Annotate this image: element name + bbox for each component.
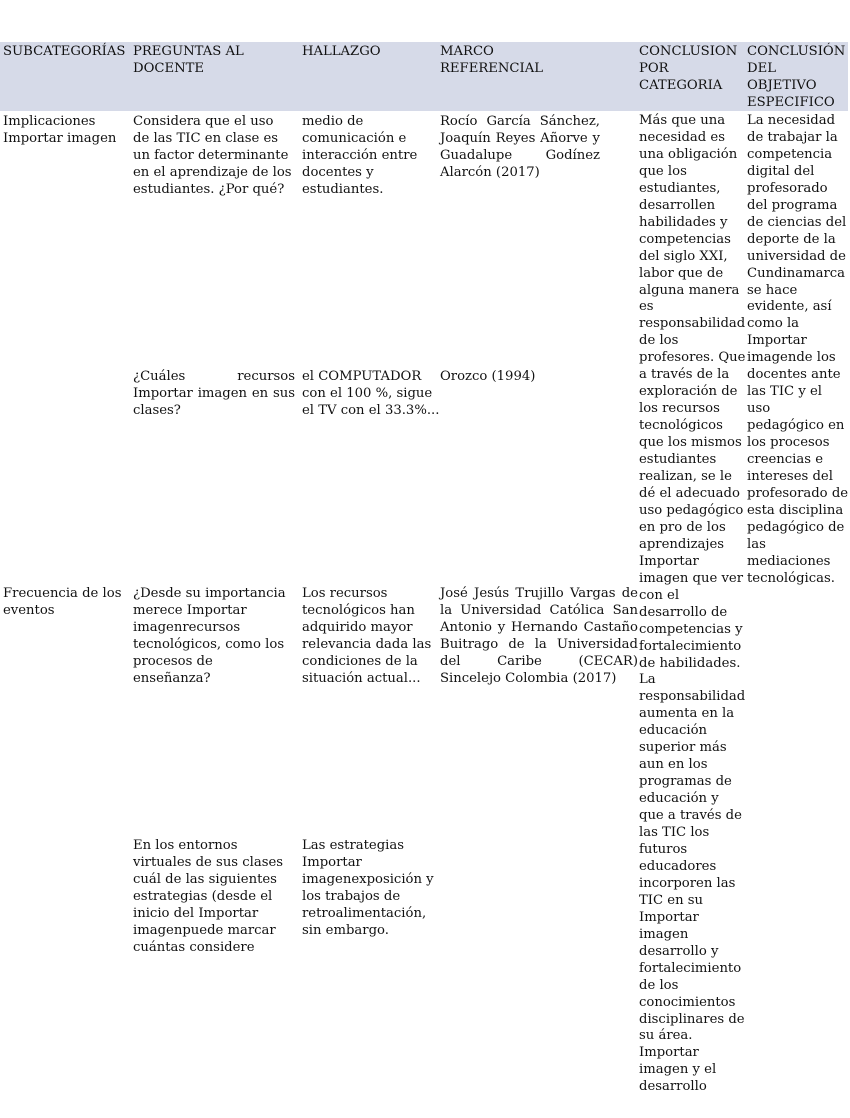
header-marco: MARCO REFERENCIAL — [440, 44, 544, 76]
row3-marco: José Jesús Trujillo Vargas de la Universidad Católica San Antonio y Hernando Castaño Buitrago de la Universidad del Caribe (CECAR) Sincelejo Colombia (2017) — [440, 586, 638, 686]
header-subcategorias: SUBCATEGORÍAS — [3, 44, 126, 59]
header-hallazgo: HALLAZGO — [302, 44, 381, 59]
row3-hallazgo: Los recursos tecnológicos han adquirido mayor relevancia dada las condiciones de la situación actual... — [302, 586, 432, 686]
header-preguntas: PREGUNTAS AL DOCENTE — [133, 44, 244, 76]
row1-hallazgo: medio de comunicación e interacción entre docentes y estudiantes. — [302, 114, 418, 197]
header-conclusion-categoria: CONCLUSION POR CATEGORIA — [639, 44, 738, 93]
row3-pregunta: ¿Desde su importancia merece Importar imagenrecursos tecnológicos, como los procesos de enseñanza? — [133, 586, 286, 686]
row1-subcategoria: Implicaciones Importar imagen — [3, 114, 117, 146]
row4-hallazgo: Las estrategias Importar imagenexposición y los trabajos de retroalimentación, sin embargo. — [302, 838, 434, 938]
row2-hallazgo: el COMPUTADOR con el 100 %, sigue el TV con el 33.3%... — [302, 369, 440, 418]
row1-marco: Rocío García Sánchez, Joaquín Reyes Añorve y Guadalupe Godínez Alarcón (2017) — [440, 114, 600, 180]
row3-subcategoria: Frecuencia de los eventos — [3, 586, 122, 618]
row4-pregunta: En los entornos virtuales de sus clases cuál de las siguientes estrategias (desde el inicio del Importar imagenpuede marcar cuántas considere — [133, 838, 284, 955]
conclusion-categoria-text: Más que una necesidad es una obligación que los estudiantes, desarrollen habilidades y competencias del siglo XXI, labor que de alguna manera es responsabilidad de los profesores. Que a través de la exploración de los recursos tecnológicos que los mismos estudiantes realizan, se le dé el adecuado uso pedagógico en pro de los aprendizajes Importar imagen que ver con el desarrollo de competencias y fortalecimiento de habilidades. La responsabilidad aumenta en la educación superior más aun en los programas de educación y que a través de las TIC los futuros educadores incorporen las TIC en su Importar imagen desarrollo y fortalecimiento de los conocimientos disciplinares de su área. Importar imagen y el desarrollo — [639, 113, 746, 1095]
row1-pregunta: Considera que el uso de las TIC en clase es un factor determinante en el aprendizaje de los estudiantes. ¿Por qué? — [133, 114, 292, 197]
row2-pregunta: ¿Cuáles recursos Importar imagen en sus clases? — [133, 369, 295, 418]
header-conclusion-objetivo: CONCLUSIÓN DEL OBJETIVO ESPECIFICO — [747, 44, 846, 110]
conclusion-objetivo-text: La necesidad de trabajar la competencia digital del profesorado del programa de ciencias del deporte de la universidad de Cundinamarca se hace evidente, así como la Importar imagende los docentes ante las TIC y el uso pedagógico en los procesos creencias e intereses del profesorado de esta disciplina pedagógico de las mediaciones tecnológicas. — [747, 113, 849, 586]
row2-marco: Orozco (1994) — [440, 369, 536, 384]
